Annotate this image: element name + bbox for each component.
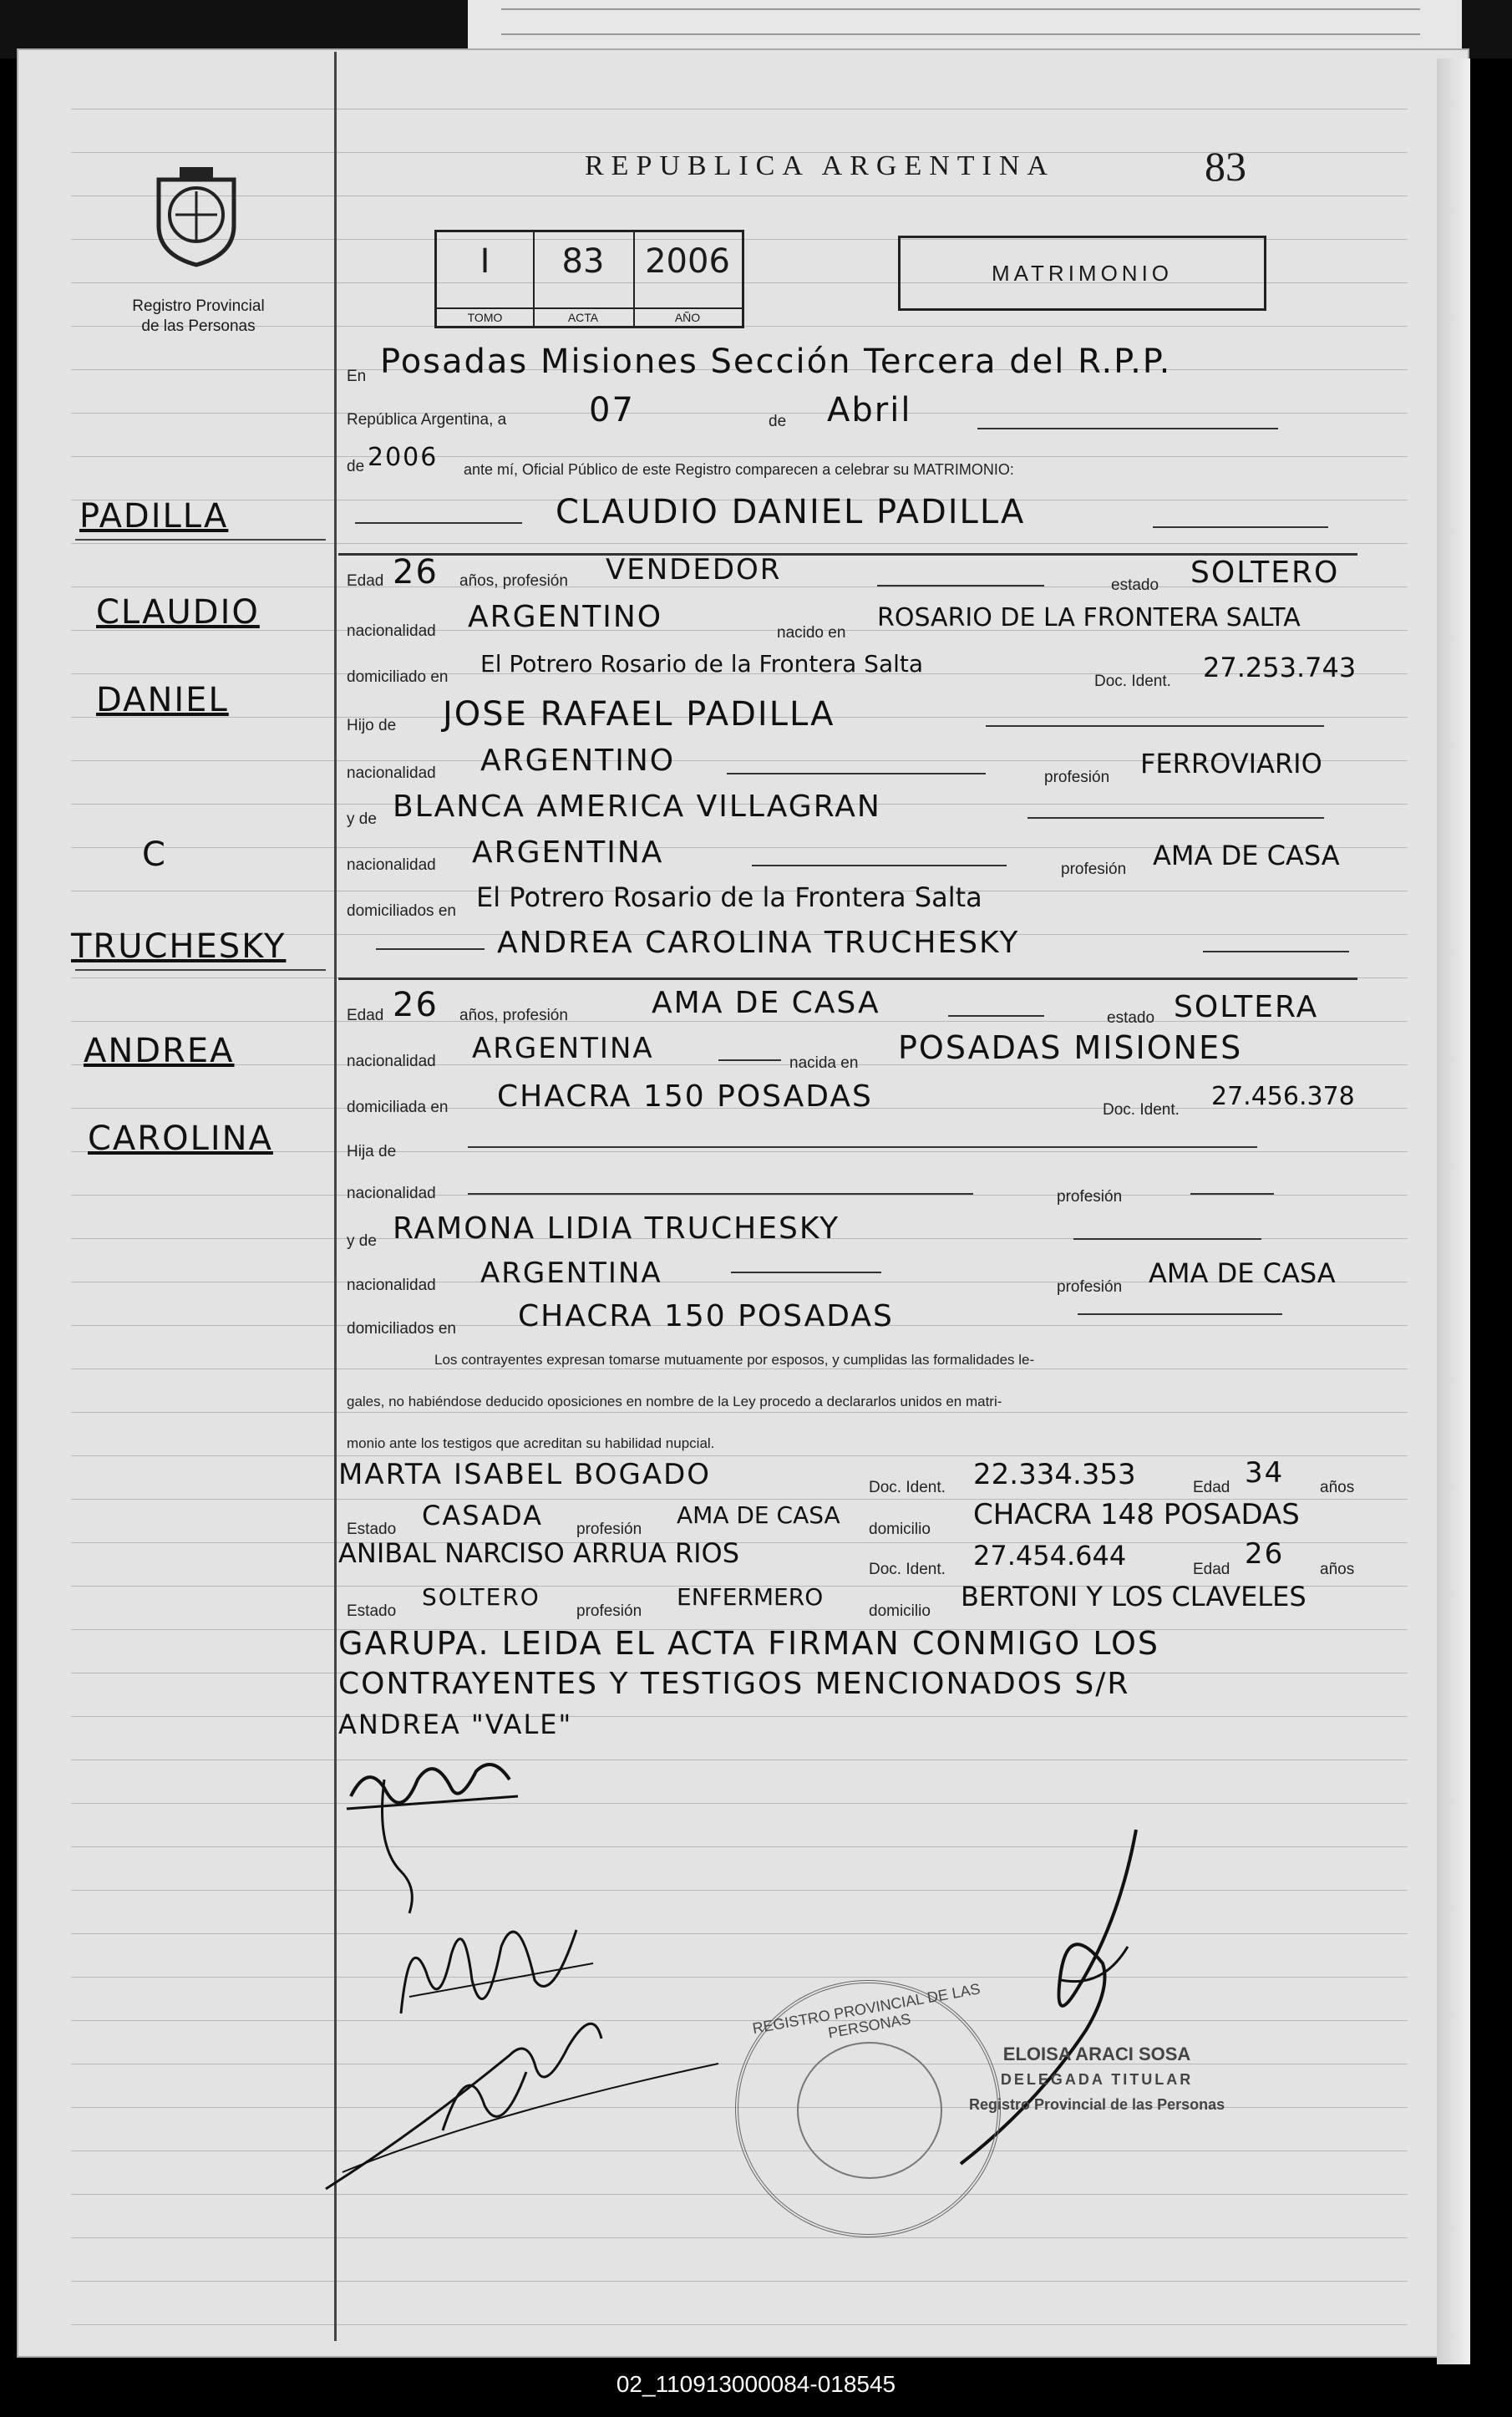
bride-padre-prof-label: profesión [1057, 1188, 1123, 1206]
bride-madre: RAMONA LIDIA TRUCHESKY [393, 1211, 840, 1246]
ano-cell [633, 232, 742, 326]
margin-letter: C [142, 835, 167, 874]
tomo-cell [437, 232, 535, 326]
bride-madre-prof-label: profesión [1057, 1278, 1123, 1296]
groom-domicilio-label: domiciliado en [347, 668, 449, 686]
groom-profesion-label: años, profesión [459, 572, 568, 590]
fill-line [986, 725, 1324, 727]
bride-madre-nac: ARGENTINA [480, 1257, 662, 1290]
groom-padre-nac: ARGENTINO [480, 744, 676, 778]
bride-domicilio: CHACRA 150 POSADAS [497, 1079, 873, 1114]
groom-edad-label: Edad [347, 572, 384, 590]
bride-padres-dom-label: domiciliados en [347, 1320, 456, 1338]
section-separator [338, 977, 1357, 980]
witness2-doc: 27.454.644 [973, 1540, 1127, 1572]
fill-line [468, 1146, 1257, 1148]
witness2-doc-label: Doc. Ident. [869, 1561, 946, 1578]
groom-madre-nac-label: nacionalidad [347, 856, 436, 874]
witness1-estado-label: Estado [347, 1521, 397, 1538]
margin-bride-name2: CAROLINA [88, 1120, 273, 1158]
ruled-line [71, 456, 1408, 457]
ruled-line [71, 2324, 1408, 2325]
fill-line [718, 1059, 781, 1061]
bride-estado-label: estado [1107, 1009, 1155, 1027]
bride-estado: SOLTERA [1174, 990, 1319, 1024]
ruled-line [71, 1890, 1408, 1891]
groom-estado-label: estado [1111, 576, 1159, 594]
registry-label [104, 297, 292, 337]
registration-place: Posadas Misiones Sección Tercera del R.P.P. [380, 343, 1172, 381]
groom-padre-prof: FERROVIARIO [1140, 748, 1322, 779]
witness2-domicilio: BERTONI Y LOS CLAVELES [961, 1581, 1307, 1612]
registry-line1: Registro Provincial [132, 297, 265, 315]
document-page [17, 48, 1469, 2358]
bride-domicilio-label: domiciliada en [347, 1099, 449, 1116]
acta-value: 83 [561, 242, 605, 281]
official-seal [735, 1980, 1001, 2237]
bride-edad-label: Edad [347, 1007, 384, 1024]
de-label: de [769, 413, 787, 430]
closing-line3: ANDREA "VALE" [338, 1709, 573, 1740]
ruled-line [71, 2020, 1408, 2021]
margin-groom-name2: DANIEL [96, 681, 229, 719]
groom-nacionalidad: ARGENTINO [468, 600, 663, 634]
bride-padre-nac-label: nacionalidad [347, 1185, 436, 1202]
groom-hijo-label: Hijo de [347, 717, 397, 734]
ruled-line [71, 1195, 1408, 1196]
witness1-domicilio: CHACRA 148 POSADAS [973, 1498, 1300, 1531]
witness2-name: ANIBAL NARCISO ARRUA RIOS [338, 1537, 740, 1569]
closing-line1: GARUPA. LEIDA EL ACTA FIRMAN CONMIGO LOS [338, 1625, 1160, 1662]
book-edge [1437, 58, 1470, 2364]
witness1-profesion: AMA DE CASA [677, 1501, 840, 1529]
groom-nacido-label: nacido en [777, 624, 846, 642]
groom-yde-label: y de [347, 810, 377, 828]
witness-signatures [317, 1988, 735, 2197]
witness2-estado-label: Estado [347, 1602, 397, 1620]
officer-stamp [969, 2042, 1225, 2117]
witness1-anos-label: años [1320, 1479, 1355, 1496]
ruled-line [71, 1716, 1408, 1717]
groom-madre-prof: AMA DE CASA [1153, 840, 1340, 871]
margin-bride-name1: ANDREA [84, 1032, 235, 1070]
ruled-line [71, 195, 1408, 196]
bride-madre-nac-label: nacionalidad [347, 1277, 436, 1294]
bride-hija-label: Hija de [347, 1143, 397, 1160]
groom-padre-nac-label: nacionalidad [347, 764, 436, 782]
ruled-line [71, 2237, 1408, 2238]
margin-groom-name1: CLAUDIO [96, 593, 260, 632]
witness2-edad-label: Edad [1193, 1561, 1230, 1578]
groom-madre: BLANCA AMERICA VILLAGRAN [393, 790, 881, 824]
margin-groom-surname: PADILLA [79, 497, 229, 536]
witness1-domicilio-label: domicilio [869, 1521, 931, 1538]
ruled-line [71, 1412, 1408, 1413]
ruled-line [71, 1803, 1408, 1804]
de-year-label: de [347, 458, 365, 475]
ruled-line [71, 2150, 1408, 2151]
margin-separator [75, 969, 326, 971]
witness1-estado: CASADA [422, 1500, 543, 1531]
bride-full-name: ANDREA CAROLINA TRUCHESKY [497, 926, 1020, 960]
fill-line [468, 1193, 973, 1195]
ruled-line [71, 1455, 1408, 1456]
groom-nacido: ROSARIO DE LA FRONTERA SALTA [877, 603, 1301, 632]
ano-label: AÑO [633, 307, 742, 324]
fill-line [376, 948, 485, 950]
page-number: 83 [1205, 143, 1246, 190]
groom-padres-dom: El Potrero Rosario de la Frontera Salta [476, 881, 982, 913]
groom-padre-prof-label: profesión [1044, 769, 1110, 786]
seal-emblem [797, 2042, 942, 2179]
ano-value: 2006 [645, 242, 730, 281]
acta-label: ACTA [533, 307, 633, 324]
fill-line [1153, 526, 1328, 528]
declaration-line2: gales, no habiéndose deducido oposiciones en nombre de la Ley procedo a declararlos unidos en matri- [347, 1394, 1002, 1409]
registration-month: Abril [827, 391, 912, 429]
formula-text: ante mí, Oficial Público de este Registro comparecen a celebrar su MATRIMONIO: [464, 461, 1014, 478]
ruled-line [71, 413, 1408, 414]
groom-estado: SOLTERO [1190, 556, 1340, 590]
fill-line [1027, 817, 1324, 819]
fill-line [752, 865, 1007, 866]
registry-line2: de las Personas [141, 317, 256, 335]
groom-doc: 27.253.743 [1203, 652, 1357, 683]
ruled-line [71, 2281, 1408, 2282]
fill-line [355, 522, 522, 524]
groom-profesion: VENDEDOR [606, 553, 782, 586]
en-label: En [347, 368, 367, 385]
bride-nacida-label: nacida en [789, 1054, 859, 1072]
fill-line [877, 585, 1044, 586]
seal-text: REGISTRO PROVINCIAL DE LAS PERSONAS [751, 1980, 982, 2042]
closing-line2: CONTRAYENTES Y TESTIGOS MENCIONADOS S/R [338, 1667, 1130, 1701]
registration-day: 07 [589, 391, 635, 429]
groom-edad: 26 [393, 553, 439, 592]
witness2-domicilio-label: domicilio [869, 1602, 931, 1620]
bride-yde-label: y de [347, 1232, 377, 1250]
declaration-line3: monio ante los testigos que acreditan su habilidad nupcial. [347, 1435, 715, 1451]
witness1-doc-label: Doc. Ident. [869, 1479, 946, 1496]
fill-line [1203, 951, 1349, 952]
ruled-line [71, 1368, 1408, 1369]
declaration-line1: Los contrayentes expresan tomarse mutuamente por esposos, y cumplidas las formalidades le- [434, 1352, 1035, 1368]
bride-nacida: POSADAS MISIONES [898, 1029, 1243, 1066]
margin-separator [75, 539, 326, 541]
witness1-edad: 34 [1245, 1456, 1285, 1490]
ruled-line [71, 1759, 1408, 1760]
margin-bride-surname: TRUCHESKY [71, 927, 287, 966]
fill-line [1073, 1238, 1261, 1240]
registration-year: 2006 [368, 443, 439, 472]
witness1-profesion-label: profesión [576, 1521, 642, 1538]
fill-line [731, 1272, 881, 1273]
bride-nacionalidad-label: nacionalidad [347, 1053, 436, 1070]
bride-doc: 27.456.378 [1211, 1082, 1355, 1111]
ruled-line [71, 1846, 1408, 1847]
officer-office: Registro Provincial de las Personas [969, 2096, 1225, 2113]
witness2-edad: 26 [1245, 1537, 1285, 1571]
bride-profesion-label: años, profesión [459, 1007, 568, 1024]
ruled-line [71, 2194, 1408, 2195]
witness1-edad-label: Edad [1193, 1479, 1230, 1496]
groom-domicilio: El Potrero Rosario de la Frontera Salta [480, 650, 924, 678]
bride-padres-dom: CHACRA 150 POSADAS [518, 1299, 894, 1333]
groom-full-name: CLAUDIO DANIEL PADILLA [556, 493, 1026, 531]
bride-nacionalidad: ARGENTINA [472, 1032, 654, 1065]
witness2-profesion: ENFERMERO [677, 1583, 824, 1611]
officer-title: DELEGADA TITULAR [1000, 2071, 1194, 2088]
ruled-line [71, 1933, 1408, 1934]
fill-line [948, 1015, 1044, 1017]
record-type-box: MATRIMONIO [898, 236, 1266, 311]
witness1-name: MARTA ISABEL BOGADO [338, 1458, 712, 1491]
fill-line [977, 428, 1278, 429]
ruled-line [71, 543, 1408, 544]
groom-nacionalidad-label: nacionalidad [347, 622, 436, 640]
acta-cell [533, 232, 635, 326]
groom-madre-nac: ARGENTINA [472, 835, 664, 870]
tomo-label: TOMO [437, 307, 533, 324]
bride-edad: 26 [393, 986, 439, 1024]
bride-doc-label: Doc. Ident. [1103, 1101, 1180, 1119]
tomo-acta-ano-box [434, 230, 744, 328]
witness2-anos-label: años [1320, 1561, 1355, 1578]
scan-id-footer: 02_110913000084-018545 [616, 2371, 896, 2397]
fill-line [1078, 1313, 1282, 1315]
fill-line [1190, 1193, 1274, 1195]
witness2-profesion-label: profesión [576, 1602, 642, 1620]
tomo-value: I [479, 242, 490, 281]
bride-profesion: AMA DE CASA [652, 986, 880, 1020]
ruled-line [71, 1977, 1408, 1978]
bride-madre-prof: AMA DE CASA [1149, 1257, 1336, 1289]
republica-label: República Argentina, a [347, 411, 507, 429]
groom-padre: JOSE RAFAEL PADILLA [443, 695, 835, 734]
witness1-doc: 22.334.353 [973, 1458, 1136, 1491]
groom-padres-dom-label: domiciliados en [347, 902, 456, 920]
officer-name: ELOISA ARACI SOSA [1002, 2044, 1191, 2064]
groom-madre-prof-label: profesión [1061, 861, 1127, 878]
fill-line [727, 773, 986, 774]
provincial-shield-logo [142, 163, 251, 267]
witness2-estado: SOLTERO [422, 1583, 540, 1611]
groom-doc-label: Doc. Ident. [1094, 673, 1171, 690]
country-title: REPUBLICA ARGENTINA [585, 150, 1055, 181]
